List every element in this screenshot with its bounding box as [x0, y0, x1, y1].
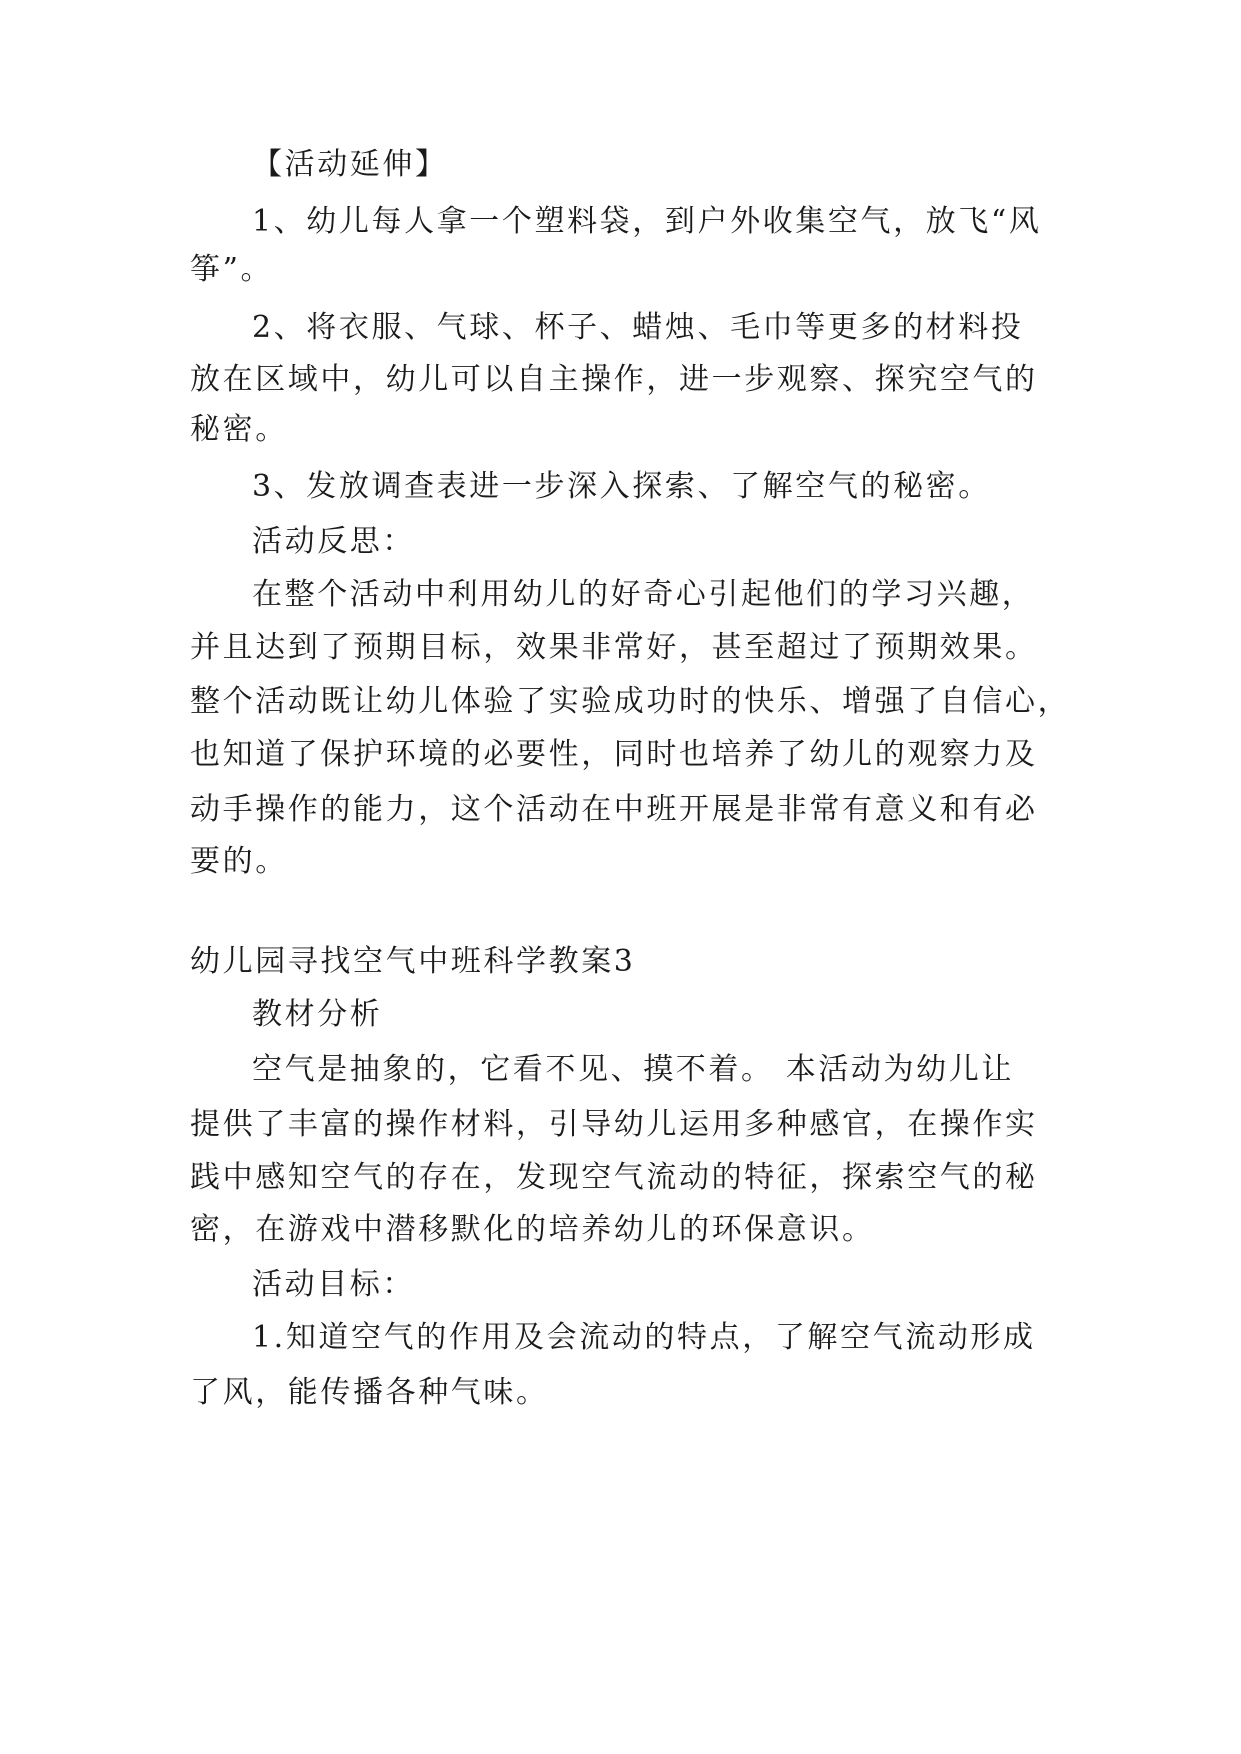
section-heading-activity-extension: 【活动延伸】 [252, 147, 448, 182]
paragraph-line: 并且达到了预期目标，效果非常好，甚至超过了预期效果。 [190, 630, 1038, 665]
paragraph-line: 践中感知空气的存在，发现空气流动的特征，探索空气的秘 [190, 1160, 1038, 1195]
section-heading-activity-reflection: 活动反思： [252, 524, 415, 559]
section-heading-activity-goals: 活动目标： [252, 1267, 415, 1302]
section-heading-material-analysis: 教材分析 [252, 997, 383, 1032]
paragraph-line: 密，在游戏中潜移默化的培养幼儿的环保意识。 [190, 1212, 875, 1247]
paragraph-line: 要的。 [190, 844, 288, 879]
paragraph-line: 也知道了保护环境的必要性，同时也培养了幼儿的观察力及 [190, 737, 1038, 772]
paragraph-line: 1.知道空气的作用及会流动的特点，了解空气流动形成 [252, 1320, 1036, 1355]
paragraph-line: 在整个活动中利用幼儿的好奇心引起他们的学习兴趣， [252, 577, 1035, 612]
paragraph-line: 了风，能传播各种气味。 [190, 1375, 549, 1410]
paragraph-line: 1、幼儿每人拿一个塑料袋，到户外收集空气，放飞“风 [252, 204, 1042, 239]
paragraph-line: 动手操作的能力，这个活动在中班开展是非常有意义和有必 [190, 792, 1038, 827]
paragraph-line: 2、将衣服、气球、杯子、蜡烛、毛巾等更多的材料投 [252, 310, 1024, 345]
paragraph-line: 3、发放调查表进一步深入探索、了解空气的秘密。 [252, 469, 991, 504]
paragraph-line: 秘密。 [190, 412, 288, 447]
paragraph-line: 放在区域中，幼儿可以自主操作，进一步观察、探究空气的 [190, 362, 1038, 397]
paragraph-line: 提供了丰富的操作材料，引导幼儿运用多种感官，在操作实 [190, 1107, 1038, 1142]
paragraph-line: 整个活动既让幼儿体验了实验成功时的快乐、增强了自信心， [190, 684, 1071, 719]
paragraph-line: 空气是抽象的，它看不见、摸不着。 本活动为幼儿让 [252, 1052, 1014, 1087]
document-title: 幼儿园寻找空气中班科学教案3 [190, 944, 636, 979]
paragraph-line: 筝”。 [190, 252, 274, 287]
